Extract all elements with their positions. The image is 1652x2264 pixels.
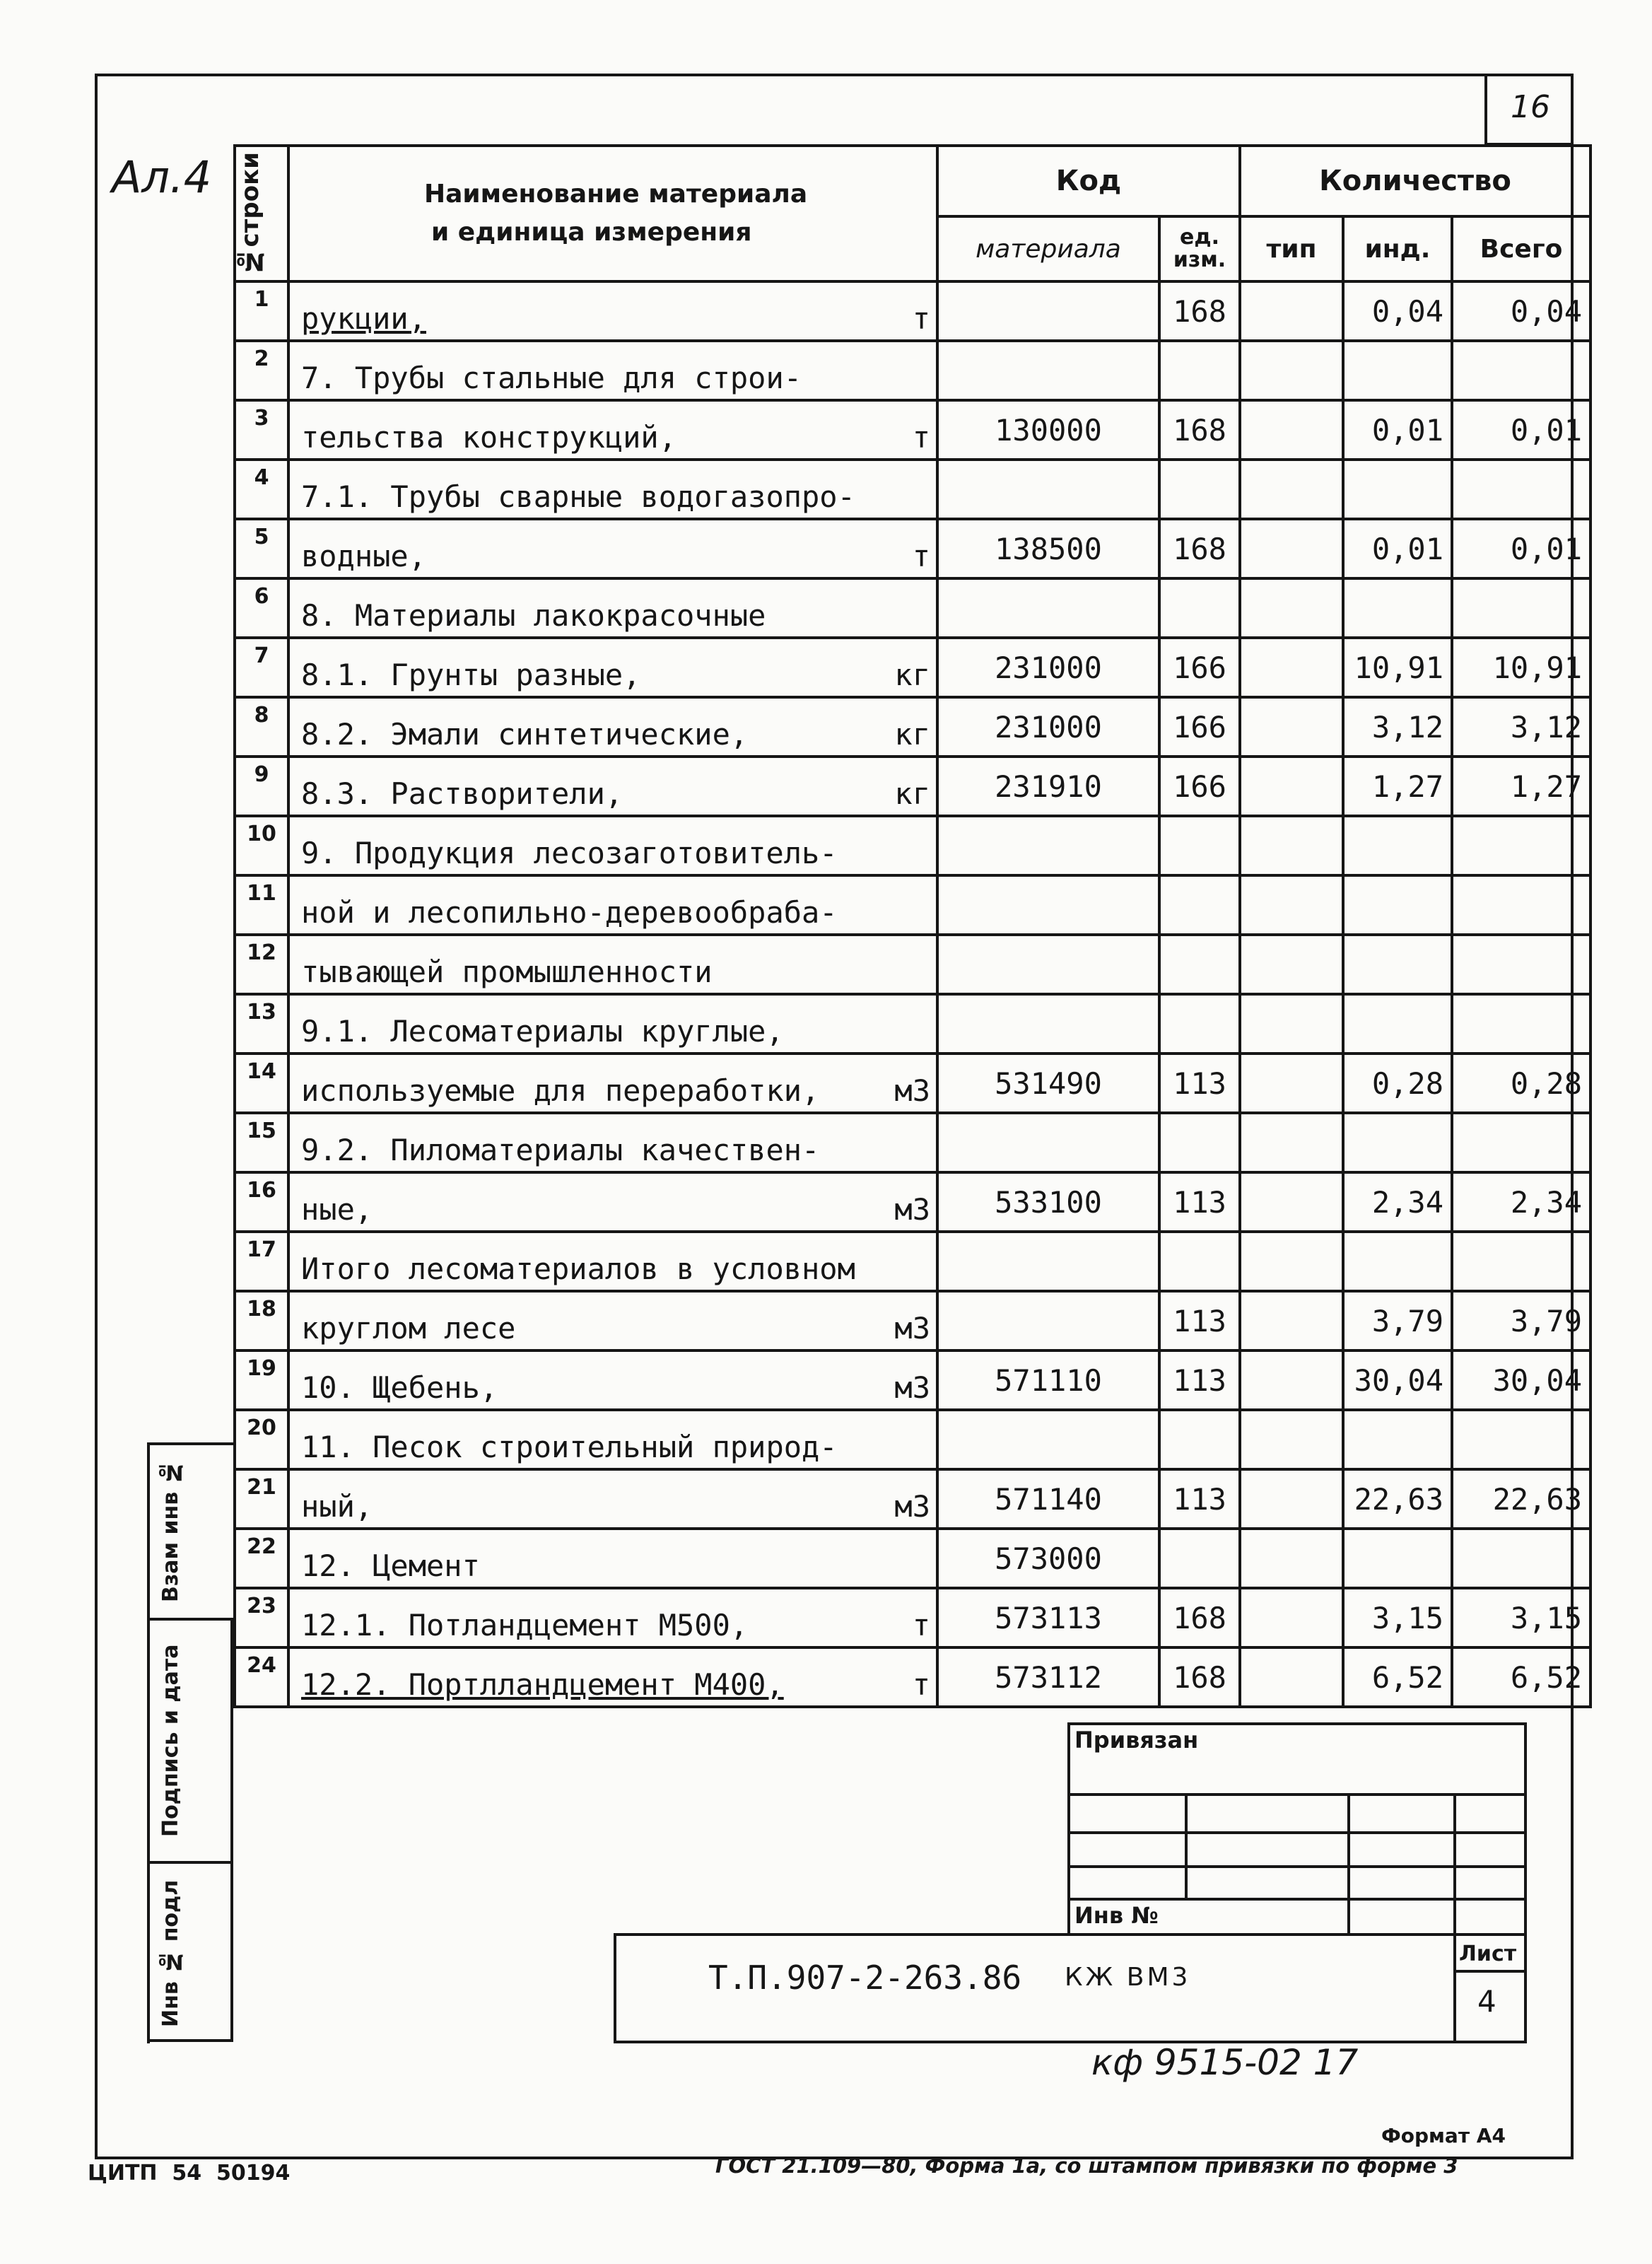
material-name [288,935,937,994]
table-row [235,1113,1591,1172]
qty-total: 6,52 [1452,1647,1591,1707]
material-name [288,1469,937,1529]
table-row [235,1291,1591,1350]
qty-ind: 0,28 [1343,1054,1452,1113]
row-number: 22 [235,1529,288,1588]
qty-ind [1343,1410,1452,1469]
material-name [288,281,937,341]
qty-type [1240,1647,1343,1707]
qty-total: 22,63 [1452,1469,1591,1529]
qty-type [1240,578,1343,638]
qty-total: 1,27 [1452,757,1591,816]
qty-total [1452,1410,1591,1469]
qty-type [1240,519,1343,578]
privyazan-label: Привязан [1074,1727,1199,1754]
material-name-text: 9.1. Лесоматериалы круглые, [301,1014,784,1049]
side-stamp-divider [147,1618,233,1621]
qty-ind [1343,1232,1452,1291]
table-row [235,1410,1591,1469]
qty-type [1240,1113,1343,1172]
material-code [937,578,1159,638]
table-row [235,281,1591,341]
material-name [288,994,937,1054]
unit-code: 168 [1159,400,1240,460]
material-name [288,697,937,757]
unit-code: 166 [1159,638,1240,697]
qty-type [1240,1350,1343,1410]
side-stamp-border [147,2039,233,2042]
material-code [937,1291,1159,1350]
material-unit: кг [894,717,930,752]
header-code: Код [937,146,1240,216]
qty-total [1452,578,1591,638]
qty-ind: 3,15 [1343,1588,1452,1647]
qty-total [1452,875,1591,935]
header-qty-type: тип [1240,216,1343,281]
qty-total [1452,1113,1591,1172]
material-name-text: 9.2. Пиломатериалы качествен- [301,1133,820,1167]
qty-type [1240,281,1343,341]
row-number: 11 [235,875,288,935]
row-number: 3 [235,400,288,460]
material-code [937,1232,1159,1291]
material-name-text: тельства конструкций, [301,420,677,455]
row-number: 1 [235,281,288,341]
qty-total: 10,91 [1452,638,1591,697]
material-name-text: ные, [301,1192,373,1227]
qty-ind: 3,79 [1343,1291,1452,1350]
stamp-line [1347,1793,1350,1935]
material-name [288,341,937,400]
unit-code: 166 [1159,757,1240,816]
row-number: 17 [235,1232,288,1291]
unit-code: 168 [1159,281,1240,341]
qty-type [1240,1172,1343,1232]
unit-code: 166 [1159,697,1240,757]
privyazan-inv-label: Инв № [1074,1902,1159,1929]
stamp-line [1067,1865,1527,1868]
material-name [288,1172,937,1232]
table-row [235,757,1591,816]
qty-type [1240,1588,1343,1647]
material-code [937,341,1159,400]
header-code-unit: ед. изм. [1159,216,1240,281]
qty-total: 0,01 [1452,400,1591,460]
material-unit: м3 [894,1192,930,1227]
title-block-divider [1453,1970,1527,1973]
unit-code [1159,578,1240,638]
qty-type [1240,1232,1343,1291]
footer-left: ЦИТП 54 50194 [88,2161,291,2186]
table-row [235,1350,1591,1410]
table-row [235,519,1591,578]
table-row [235,1232,1591,1291]
material-name-text: используемые для переработки, [301,1073,820,1108]
unit-code: 113 [1159,1350,1240,1410]
header-name: Наименование материала и единица измерения [288,146,937,281]
material-name [288,1232,937,1291]
footer-right: ГОСТ 21.109—80, Форма 1а, со штампом привязки по форме 3 [715,2154,1458,2178]
material-code: 231000 [937,638,1159,697]
qty-ind [1343,341,1452,400]
unit-code [1159,1410,1240,1469]
material-name [288,875,937,935]
unit-code: 168 [1159,1647,1240,1707]
material-name [288,1588,937,1647]
row-number: 15 [235,1113,288,1172]
stamp-line [1185,1793,1188,1898]
qty-total: 3,79 [1452,1291,1591,1350]
doc-code: Т.П.907-2-263.86 [708,1959,1022,1997]
material-name [288,1054,937,1113]
qty-ind [1343,578,1452,638]
table-row [235,816,1591,875]
unit-code: 113 [1159,1291,1240,1350]
material-name [288,400,937,460]
row-number: 6 [235,578,288,638]
qty-ind [1343,816,1452,875]
format-label: Формат А4 [1381,2124,1506,2147]
material-code: 533100 [937,1172,1159,1232]
material-code [937,994,1159,1054]
stamp-line [1067,1793,1527,1796]
table-row [235,994,1591,1054]
material-code [937,816,1159,875]
sheet-label: Лист [1459,1942,1517,1966]
row-number: 5 [235,519,288,578]
qty-ind: 1,27 [1343,757,1452,816]
unit-code [1159,994,1240,1054]
unit-code [1159,1232,1240,1291]
row-number: 10 [235,816,288,875]
material-unit: м3 [894,1073,930,1108]
table-row [235,1469,1591,1529]
table-row [235,341,1591,400]
qty-ind [1343,460,1452,519]
material-unit: м3 [894,1311,930,1346]
material-code: 231910 [937,757,1159,816]
qty-type [1240,816,1343,875]
material-name [288,816,937,875]
table-row [235,1647,1591,1707]
side-stamp-vzam: Взам инв № [158,1459,183,1602]
qty-total: 30,04 [1452,1350,1591,1410]
qty-total: 3,15 [1452,1588,1591,1647]
table-row [235,1529,1591,1588]
unit-code [1159,1113,1240,1172]
material-unit: т [912,1667,930,1702]
unit-code: 168 [1159,519,1240,578]
materials-table [233,144,1592,1708]
handwritten-reference: кф 9515-02 17 [1091,2042,1359,2083]
unit-code [1159,341,1240,400]
qty-total: 0,28 [1452,1054,1591,1113]
qty-ind [1343,875,1452,935]
qty-type [1240,400,1343,460]
stamp-line [1067,1831,1527,1834]
material-name-text: 8. Материалы лакокрасочные [301,598,766,633]
qty-type [1240,875,1343,935]
qty-total [1452,1529,1591,1588]
qty-type [1240,1469,1343,1529]
material-code: 231000 [937,697,1159,757]
qty-ind: 2,34 [1343,1172,1452,1232]
qty-ind [1343,1113,1452,1172]
qty-total: 0,01 [1452,519,1591,578]
material-unit: т [912,420,930,455]
material-unit: т [912,539,930,573]
material-code: 573113 [937,1588,1159,1647]
material-name-text: 8.3. Растворители, [301,776,623,811]
qty-type [1240,994,1343,1054]
qty-ind [1343,1529,1452,1588]
row-number: 20 [235,1410,288,1469]
material-name [288,1350,937,1410]
qty-total [1452,935,1591,994]
qty-type [1240,638,1343,697]
qty-ind [1343,935,1452,994]
material-name-text: 7. Трубы стальные для строи- [301,361,802,395]
unit-code: 113 [1159,1054,1240,1113]
header-row-number: №строки [235,146,288,281]
material-name [288,1113,937,1172]
material-code: 571140 [937,1469,1159,1529]
table-row [235,400,1591,460]
material-unit: м3 [894,1489,930,1524]
material-name-text: 11. Песок строительный природ- [301,1430,838,1464]
row-number: 16 [235,1172,288,1232]
material-code: 573112 [937,1647,1159,1707]
material-name [288,519,937,578]
material-unit: кг [894,776,930,811]
qty-ind: 3,12 [1343,697,1452,757]
row-number: 24 [235,1647,288,1707]
material-name-text: 8.2. Эмали синтетические, [301,717,749,752]
page-number: 16 [1484,74,1574,146]
material-name-text: 12.1. Потландцемент М500, [301,1608,749,1642]
row-number: 8 [235,697,288,757]
material-unit: м3 [894,1370,930,1405]
material-name-text: водные, [301,539,427,573]
row-number: 4 [235,460,288,519]
row-number: 18 [235,1291,288,1350]
qty-ind: 22,63 [1343,1469,1452,1529]
row-number: 19 [235,1350,288,1410]
material-name-text: 12.2. Портлландцемент М400, [301,1667,784,1702]
qty-type [1240,757,1343,816]
material-name-text: тывающей промышленности [301,955,713,989]
qty-ind: 0,01 [1343,400,1452,460]
unit-code: 113 [1159,1172,1240,1232]
side-stamp-divider [147,1861,233,1864]
material-name [288,638,937,697]
side-stamp-inv-podl: Инв № подл [158,1879,183,2028]
table-row [235,1054,1591,1113]
qty-total [1452,1232,1591,1291]
side-stamp-podpis: Подпись и дата [158,1644,183,1838]
header-quantity: Количество [1240,146,1591,216]
qty-type [1240,460,1343,519]
material-name-text: 12. Цемент [301,1548,480,1583]
stamp-line [1453,1793,1456,1935]
unit-code [1159,460,1240,519]
qty-total [1452,994,1591,1054]
material-name-text: 7.1. Трубы сварные водогазопро- [301,479,855,514]
qty-type [1240,1529,1343,1588]
header-qty-ind: инд. [1343,216,1452,281]
doc-suffix: КЖ ВМ3 [1065,1963,1191,1992]
material-code [937,1410,1159,1469]
qty-total [1452,816,1591,875]
material-name-text: ный, [301,1489,373,1524]
material-name [288,1291,937,1350]
table-row [235,578,1591,638]
material-code [937,1113,1159,1172]
material-code: 138500 [937,519,1159,578]
qty-ind: 0,04 [1343,281,1452,341]
qty-ind: 6,52 [1343,1647,1452,1707]
material-code: 571110 [937,1350,1159,1410]
qty-type [1240,697,1343,757]
qty-ind: 0,01 [1343,519,1452,578]
qty-ind: 10,91 [1343,638,1452,697]
material-code: 130000 [937,400,1159,460]
table-row [235,1172,1591,1232]
row-number: 7 [235,638,288,697]
row-number: 2 [235,341,288,400]
qty-total: 0,04 [1452,281,1591,341]
header-qty-total: Всего [1452,216,1591,281]
material-code [937,281,1159,341]
unit-code [1159,875,1240,935]
table-row [235,875,1591,935]
qty-total: 3,12 [1452,697,1591,757]
unit-code: 113 [1159,1469,1240,1529]
qty-ind [1343,994,1452,1054]
material-unit: т [912,1608,930,1642]
table-row [235,935,1591,994]
side-stamp-border [230,1618,233,2042]
unit-code [1159,1529,1240,1588]
material-unit: т [912,301,930,336]
header-code-material: материала [937,216,1159,281]
qty-ind: 30,04 [1343,1350,1452,1410]
qty-type [1240,1291,1343,1350]
table-row [235,460,1591,519]
table-row [235,697,1591,757]
material-code: 531490 [937,1054,1159,1113]
unit-code: 168 [1159,1588,1240,1647]
row-number: 13 [235,994,288,1054]
material-name-text: 10. Щебень, [301,1370,498,1405]
material-code [937,460,1159,519]
material-name-text: 8.1. Грунты разные, [301,658,641,692]
material-name [288,757,937,816]
material-name [288,460,937,519]
material-name-text: рукции, [301,301,427,336]
material-code: 573000 [937,1529,1159,1588]
qty-total [1452,341,1591,400]
material-name-text: 9. Продукция лесозаготовитель- [301,836,838,870]
qty-type [1240,1410,1343,1469]
material-name-text: ной и лесопильно-деревообраба- [301,895,838,930]
qty-total [1452,460,1591,519]
material-name [288,1410,937,1469]
row-number: 12 [235,935,288,994]
material-name [288,1529,937,1588]
qty-type [1240,1054,1343,1113]
material-code [937,875,1159,935]
material-unit: кг [894,658,930,692]
side-stamp-divider [147,1442,233,1445]
material-name-text: Итого лесоматериалов в условном [301,1251,855,1286]
material-name-text: круглом лесе [301,1311,516,1346]
title-block-divider [1453,1933,1456,2043]
row-number: 9 [235,757,288,816]
qty-type [1240,341,1343,400]
row-number: 23 [235,1588,288,1647]
material-name [288,578,937,638]
table-row [235,1588,1591,1647]
unit-code [1159,816,1240,875]
row-number: 21 [235,1469,288,1529]
handwritten-annotation: Ал.4 [112,151,212,203]
row-number: 14 [235,1054,288,1113]
material-name [288,1647,937,1707]
stamp-line [1067,1898,1527,1901]
sheet-number: 4 [1477,1984,1496,2019]
qty-total: 2,34 [1452,1172,1591,1232]
material-code [937,935,1159,994]
table-row [235,638,1591,697]
unit-code [1159,935,1240,994]
qty-type [1240,935,1343,994]
